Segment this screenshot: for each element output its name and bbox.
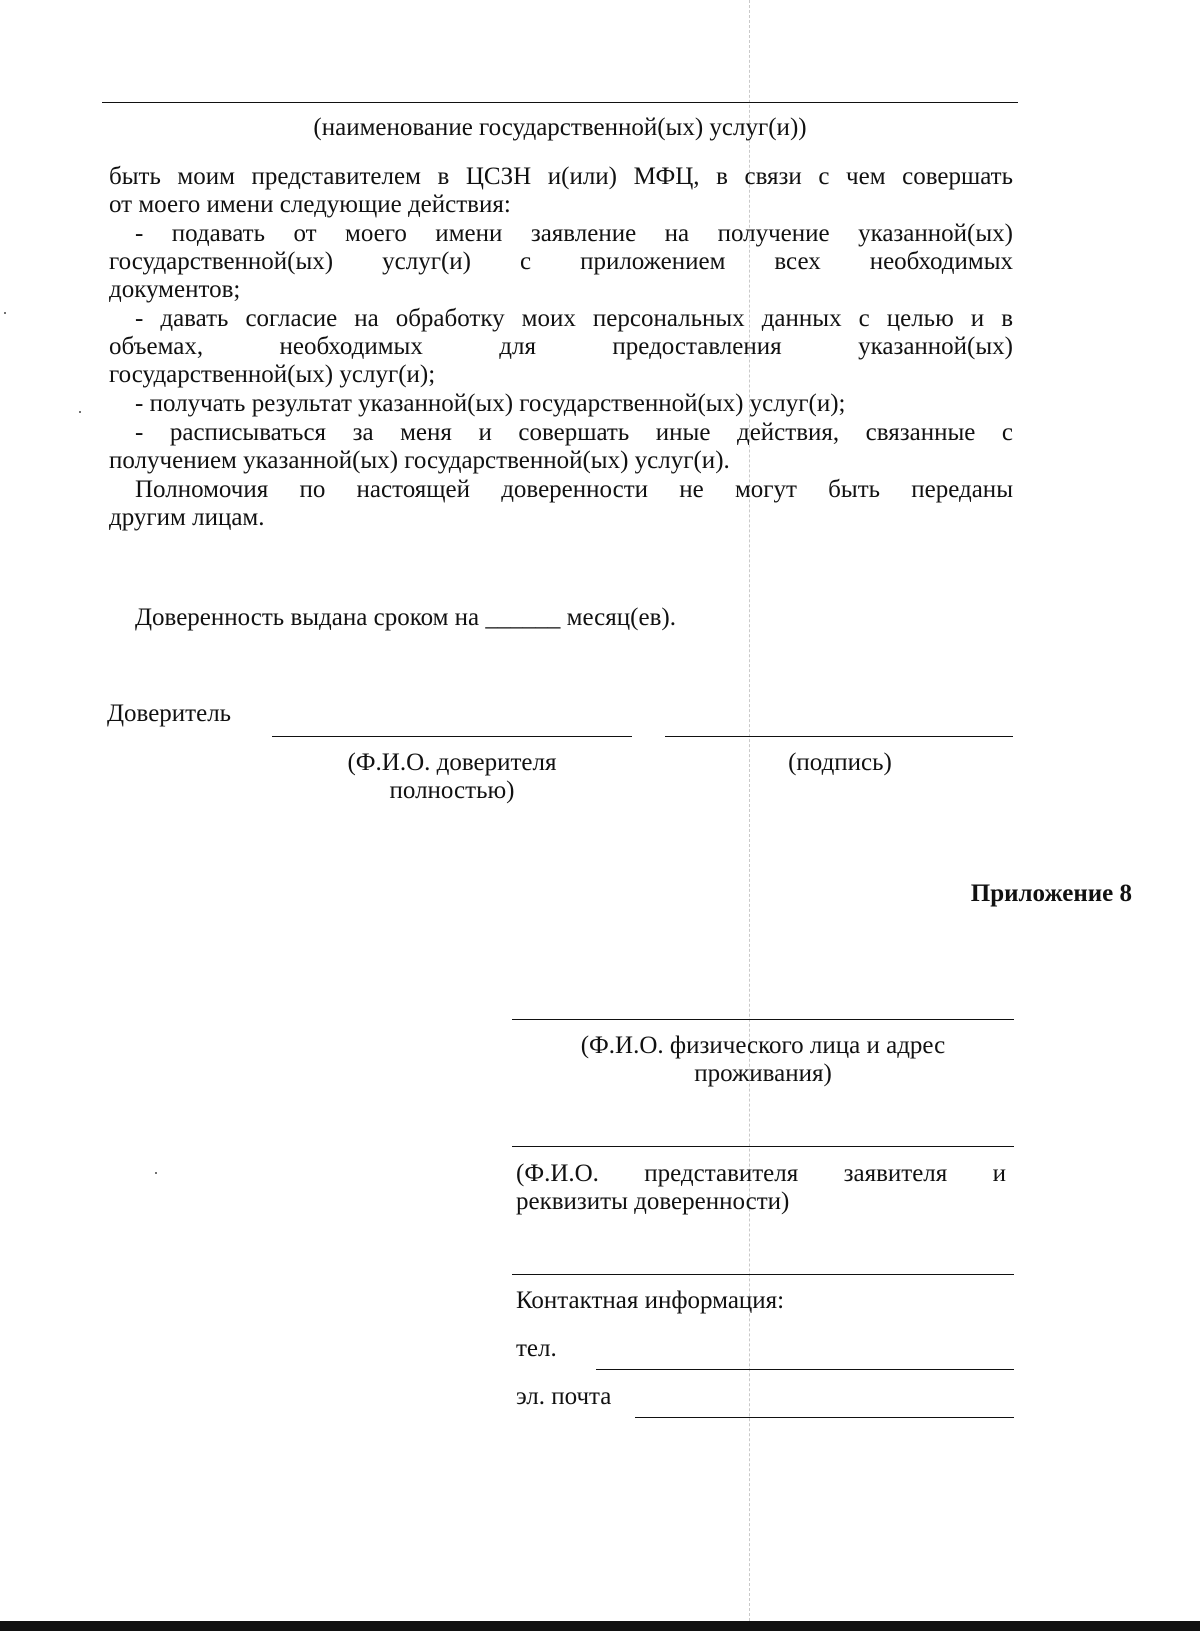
intro-line: от моего имени следующие действия:	[109, 191, 511, 218]
scan-speck	[4, 312, 6, 314]
caption-line: проживания)	[694, 1060, 832, 1087]
item-line: - давать согласие на обработку моих персональных данных с целью и в	[135, 305, 1013, 332]
person-caption	[512, 1032, 1014, 1088]
item-line: - расписываться за меня и совершать иные действия, связанные с	[135, 419, 1013, 446]
person-name-line	[512, 1019, 1014, 1020]
caption-line: (Ф.И.О. представителя заявителя и	[516, 1160, 1006, 1187]
email-label: эл. почта	[516, 1383, 612, 1410]
item-line: получением указанной(ых) государственной(ых) услуг(и).	[109, 447, 730, 474]
service-caption: (наименование государственной(ых) услуг(и))	[313, 114, 807, 141]
item-line: государственной(ых) услуг(и);	[109, 361, 436, 388]
signature-line	[665, 736, 1013, 737]
email-line	[635, 1417, 1014, 1418]
phone-line	[596, 1369, 1014, 1370]
caption-line: полностью)	[389, 777, 515, 804]
caption-line: (Ф.И.О. физического лица и адрес	[580, 1032, 946, 1059]
intro-line: быть моим представителем в ЦСЗН и(или) МФЦ, в связи с чем совершать	[109, 163, 1013, 190]
caption-line: (Ф.И.О. доверителя	[347, 749, 557, 776]
representative-details-line	[512, 1274, 1014, 1275]
contact-info-label: Контактная информация:	[516, 1287, 785, 1314]
principal-label: Доверитель	[107, 700, 232, 727]
phone-label: тел.	[516, 1335, 557, 1362]
scan-speck	[155, 1172, 157, 1174]
item-line: документов;	[109, 276, 241, 303]
scan-bottom-edge	[0, 1621, 1200, 1631]
scan-speck	[79, 411, 81, 413]
representative-line	[512, 1146, 1014, 1147]
item-line: - получать результат указанной(ых) государственной(ых) услуг(и);	[135, 390, 846, 417]
item-line: - подавать от моего имени заявление на получение указанной(ых)	[135, 220, 1013, 247]
service-name-line	[102, 102, 1018, 103]
powers-line: Полномочия по настоящей доверенности не могут быть переданы	[135, 476, 1013, 503]
signature-caption: (подпись)	[788, 749, 892, 776]
principal-name-line	[272, 736, 632, 737]
powers-line: другим лицам.	[109, 504, 265, 531]
term-statement: Доверенность выдана сроком на ______ месяц(ев).	[135, 604, 676, 631]
item-line: государственной(ых) услуг(и) с приложением всех необходимых	[109, 248, 1013, 275]
principal-name-caption	[272, 749, 632, 805]
appendix-title: Приложение 8	[970, 880, 1132, 907]
caption-line: реквизиты доверенности)	[516, 1188, 790, 1215]
item-line: объемах, необходимых для предоставления указанной(ых)	[109, 333, 1013, 360]
representative-caption	[516, 1160, 1006, 1216]
